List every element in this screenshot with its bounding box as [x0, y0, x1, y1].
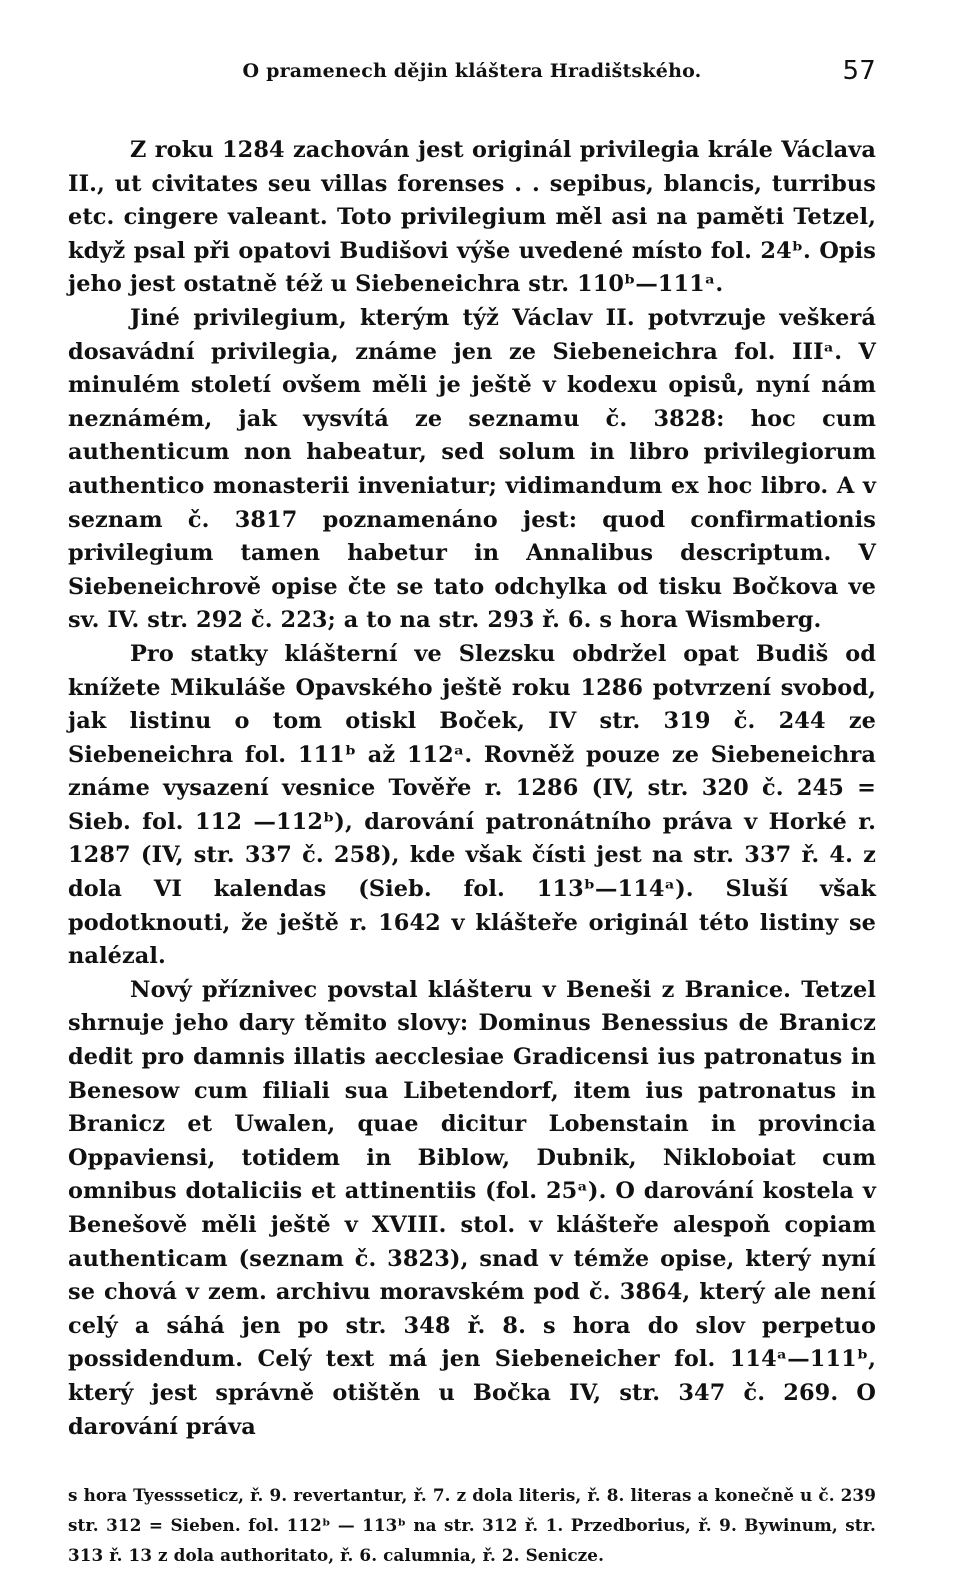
paragraph-1: Z roku 1284 zachován jest originál privilegia krále Václava II., ut civitates seu villas forenses . . sepibus, blancis, turribus etc. cingere valeant. Toto privilegium měl asi na paměti Tetzel, když psal při opatovi Budišovi výše uvedené místo fol. 24ᵇ. Opis jeho jest ostatně též u Siebeneichra str. 110ᵇ—111ᵃ. — [68, 137, 876, 298]
footnotes — [68, 1480, 876, 1570]
page-number: 57 — [842, 56, 876, 86]
book-page — [68, 54, 876, 1566]
running-head — [68, 54, 876, 94]
footnote-text: s hora Tyessseticz, ř. 9. revertantur, ř. 7. z dola literis, ř. 8. literas a konečně u č. 239 str. 312 = Sieben. fol. 112ᵇ — 113ᵇ na str. 312 ř. 1. Przedborius, ř. 9. Bywinum, str. 313 ř. 13 z dola authoritato, ř. 6. calumnia, ř. 2. Senicze. — [68, 1485, 876, 1566]
paragraph-2: Jiné privilegium, kterým týž Václav II. potvrzuje veškerá dosavádní privilegia, známe jen ze Siebeneichra fol. IIIᵃ. V minulém století ovšem měli je ještě v kodexu opisů, nyní nám neznámém, jak vysvítá ze seznamu č. 3828: hoc cum authenticum non habeatur, sed solum in libro privilegiorum authentico monasterii inveniatur; vidimandum ex hoc libro. A v seznam č. 3817 poznamenáno jest: quod confirmationis privilegium tamen habetur in Annalibus descriptum. V Siebeneichrově opise čte se tato odchylka od tisku Bočkova ve sv. IV. str. 292 č. 223; a to na str. 293 ř. 6. s hora Wismberg. — [68, 304, 876, 634]
paragraph-4: Nový příznivec povstal klášteru v Beneši z Branice. Tetzel shrnuje jeho dary těmito slovy: Dominus Benessius de Branicz dedit pro damnis illatis aecclesiae Gradicensi ius patronatus in Benesow cum filiali sua Libetendorf, item ius patronatus in Branicz et Uwalen, quae dicitur Lobenstain in provincia Oppaviensi, totidem in Biblow, Dubnik, Nikloboiat cum omnibus dotaliciis et attinentiis (fol. 25ᵃ). O darování kostela v Benešově měli ještě v XVIII. stol. v klášteře alespoň copiam authenticam (seznam č. 3823), snad v témže opise, který nyní se chová v zem. archivu moravském pod č. 3864, který ale není celý a sáhá jen po str. 348 ř. 8. s hora do slov perpetuo possidendum. Celý text má jen Siebeneicher fol. 114ᵃ—111ᵇ, který jest správně otištěn u Bočka IV, str. 347 č. 269. O darování práva — [68, 976, 876, 1440]
running-title: O pramenech dějin kláštera Hradištského. — [242, 60, 702, 82]
paragraph-3: Pro statky klášterní ve Slezsku obdržel opat Budiš od knížete Mikuláše Opavského ještě roku 1286 potvrzení svobod, jak listinu o tom otiskl Boček, IV str. 319 č. 244 ze Siebeneichra fol. 111ᵇ až 112ᵃ. Rovněž pouze ze Siebeneichra známe vysazení vesnice Tověře r. 1286 (IV, str. 320 č. 245 = Sieb. fol. 112 —112ᵇ), darování patronátního práva v Horké r. 1287 (IV, str. 337 č. 258), kde však čísti jest na str. 337 ř. 4. z dola VI kalendas (Sieb. fol. 113ᵇ—114ᵃ). Sluší však podotknouti, že ještě r. 1642 v klášteře originál této listiny se nalézal. — [68, 640, 876, 970]
body-text — [68, 134, 876, 1444]
